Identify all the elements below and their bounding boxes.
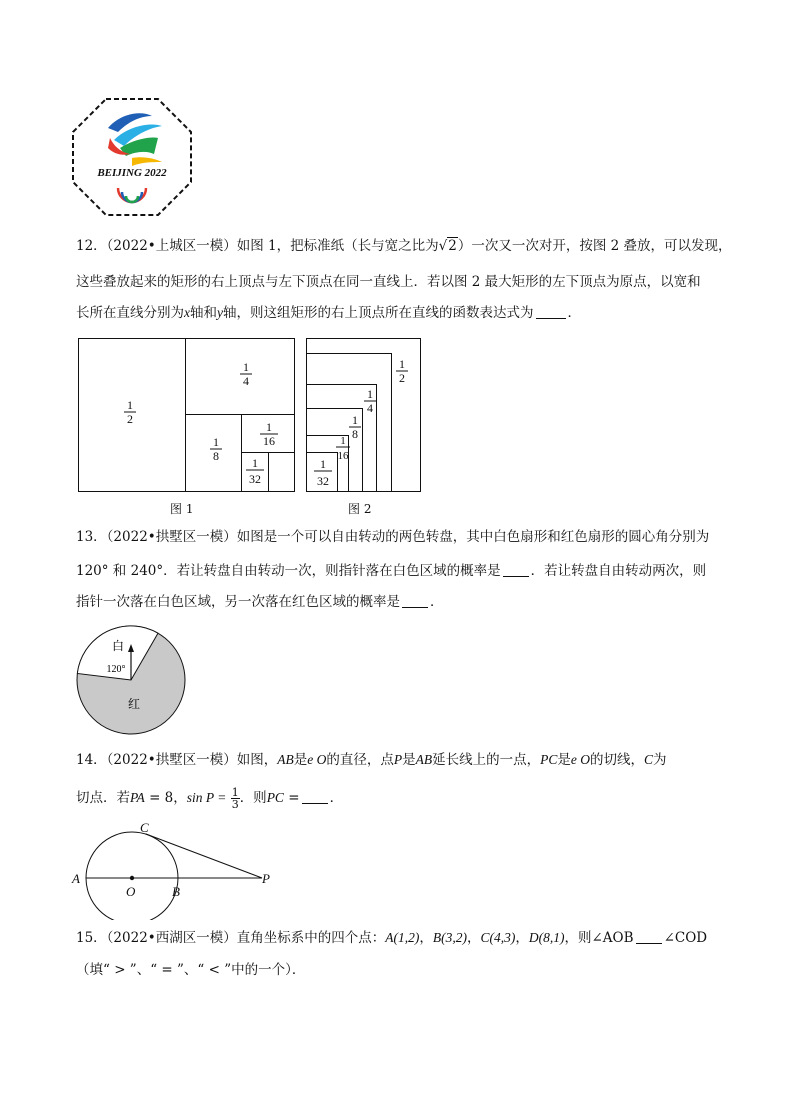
sqrt-two: √2 <box>438 238 457 254</box>
q15-line-2: （填“ > ”、“ = ”、“ < ”中的一个）． <box>76 962 306 978</box>
svg-text:4: 4 <box>243 374 249 388</box>
beijing-2022-logo <box>70 96 194 218</box>
label-white: 白 <box>111 639 125 653</box>
q12-line-3: 长所在直线分别为x轴和y轴，则这组矩形的右上顶点所在直线的函数表达式为 ． <box>76 305 581 321</box>
point-label-b: B <box>172 884 180 899</box>
svg-text:1: 1 <box>399 357 405 371</box>
q12-figure-1-caption: 图 1 <box>170 502 194 516</box>
svg-text:8: 8 <box>213 449 219 463</box>
q14-answer-blank[interactable] <box>302 789 328 804</box>
svg-text:8: 8 <box>352 427 358 441</box>
svg-text:1: 1 <box>243 360 249 374</box>
label-red: 红 <box>127 697 141 711</box>
point-label-c: C <box>140 820 149 835</box>
svg-text:16: 16 <box>263 434 275 448</box>
point-label-p: P <box>262 871 270 886</box>
q13-line-2: 120° 和 240°．若让转盘自由转动一次，则指针落在白色区域的概率是 ．若让转盘自由转动两次，则 <box>76 563 707 579</box>
logo-text: BEIJING 2022 <box>97 167 167 179</box>
q13-line-1: 13．（2022•拱墅区一模）如图是一个可以自由转动的两色转盘，其中白色扇形和红色扇形的圆心角分别为 <box>76 529 710 545</box>
q14-line-2: 切点．若PA = 8，sin P = $\frac{1}{3}$ ．则PC = ． <box>76 786 344 811</box>
svg-text:1: 1 <box>367 387 373 401</box>
q13-spinner-figure <box>74 624 188 736</box>
q13-answer-blank-2[interactable] <box>402 593 428 608</box>
q14-line-1: 14．（2022•拱墅区一模）如图，AB是e O的直径，点P是AB延长线上的一点，PC是e O的切线，C为 <box>76 752 667 768</box>
svg-text:1: 1 <box>127 398 133 412</box>
q15-line-1: 15．（2022•西湖区一模）直角坐标系中的四个点：A(1,2)，B(3,2)，C(4,3)，D(8,1)，则∠AOB ∠COD <box>76 930 708 946</box>
svg-text:4: 4 <box>367 401 373 415</box>
q12-answer-blank[interactable] <box>536 304 566 319</box>
q12-line-1: 12．（2022•上城区一模）如图 1，把标准纸（长与宽之比为√2）一次又一次对开，按图 2 叠放，可以发现， <box>76 238 732 254</box>
point-label-o: O <box>126 884 136 899</box>
point-label-a: A <box>72 871 80 886</box>
q13-answer-blank-1[interactable] <box>503 562 529 577</box>
q15-answer-blank[interactable] <box>636 929 662 944</box>
svg-text:1: 1 <box>352 413 358 427</box>
q12-figure-2 <box>306 338 422 494</box>
svg-text:1: 1 <box>266 420 272 434</box>
svg-text:1: 1 <box>340 435 346 447</box>
svg-text:1: 1 <box>320 457 326 471</box>
label-angle: 120° <box>106 664 126 675</box>
q12-line-2: 这些叠放起来的矩形的右上顶点与左下顶点在同一直线上．若以图 2 最大矩形的左下顶点为原点，以宽和 <box>76 274 701 290</box>
svg-text:16: 16 <box>337 450 349 462</box>
svg-text:2: 2 <box>127 412 133 426</box>
fraction-one-third: $\frac{1}{3}$ <box>231 786 239 811</box>
q12-figure-2-caption: 图 2 <box>348 502 372 516</box>
svg-text:1: 1 <box>213 435 219 449</box>
q14-figure <box>68 818 278 920</box>
svg-text:1: 1 <box>252 456 258 470</box>
svg-text:32: 32 <box>249 472 261 486</box>
svg-text:2: 2 <box>399 371 405 385</box>
svg-text:32: 32 <box>317 474 329 488</box>
q13-line-3: 指针一次落在白色区域，另一次落在红色区域的概率是 ． <box>76 594 444 610</box>
q12-figure-1 <box>78 338 296 494</box>
